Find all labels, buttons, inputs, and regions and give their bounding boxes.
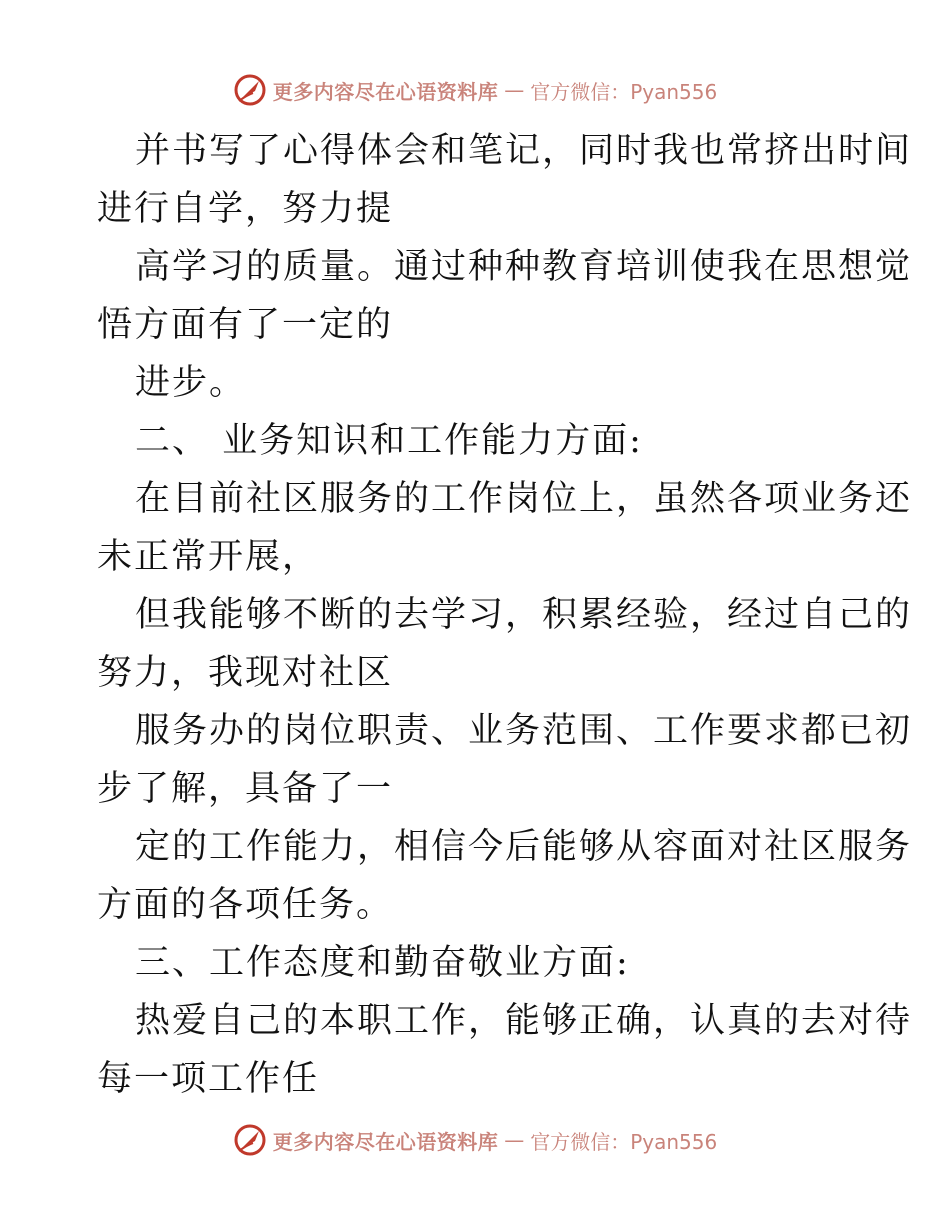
brand-name: 更多内容尽在心语资料库 (272, 1129, 499, 1154)
text-line: 在目前社区服务的工作岗位上，虽然各项业务还 (135, 479, 913, 519)
footer-watermark (0, 1120, 950, 1160)
text-line: 每一项工作任 (97, 1059, 320, 1099)
text-line: 热爱自己的本职工作，能够正确，认真的去对待 (135, 1001, 913, 1041)
text-line: 悟方面有了一定的 (97, 305, 394, 345)
header-watermark (0, 70, 950, 110)
text-line: 努力，我现对社区 (97, 653, 394, 693)
brand-separator: — (504, 1128, 525, 1152)
brand-wechat: 官方微信：Pyan556 (530, 79, 718, 104)
text-line: 并书写了心得体会和笔记，同时我也常挤出时间 (135, 131, 913, 171)
brand-separator: — (504, 78, 525, 102)
text-line: 定的工作能力，相信今后能够从容面对社区服务 (135, 827, 913, 867)
document-body (97, 122, 913, 1108)
text-line: 但我能够不断的去学习，积累经验，经过自己的 (135, 595, 913, 635)
text-line: 进步。 (135, 363, 247, 403)
quill-logo-icon (233, 1123, 267, 1157)
text-line: 服务办的岗位职责、业务范围、工作要求都已初 (135, 711, 913, 751)
text-line: 进行自学，努力提 (97, 189, 394, 229)
quill-logo-icon (233, 73, 267, 107)
text-line: 高学习的质量。通过种种教育培训使我在思想觉 (135, 247, 913, 287)
text-line: 步了解，具备了一 (97, 769, 394, 809)
section-heading: 二、 业务知识和工作能力方面: (135, 421, 643, 461)
text-line: 方面的各项任务。 (97, 885, 394, 925)
brand-wechat: 官方微信：Pyan556 (530, 1129, 718, 1154)
text-line: 未正常开展， (97, 537, 320, 577)
section-heading: 三、工作态度和勤奋敬业方面: (135, 943, 630, 983)
brand-name: 更多内容尽在心语资料库 (272, 79, 499, 104)
